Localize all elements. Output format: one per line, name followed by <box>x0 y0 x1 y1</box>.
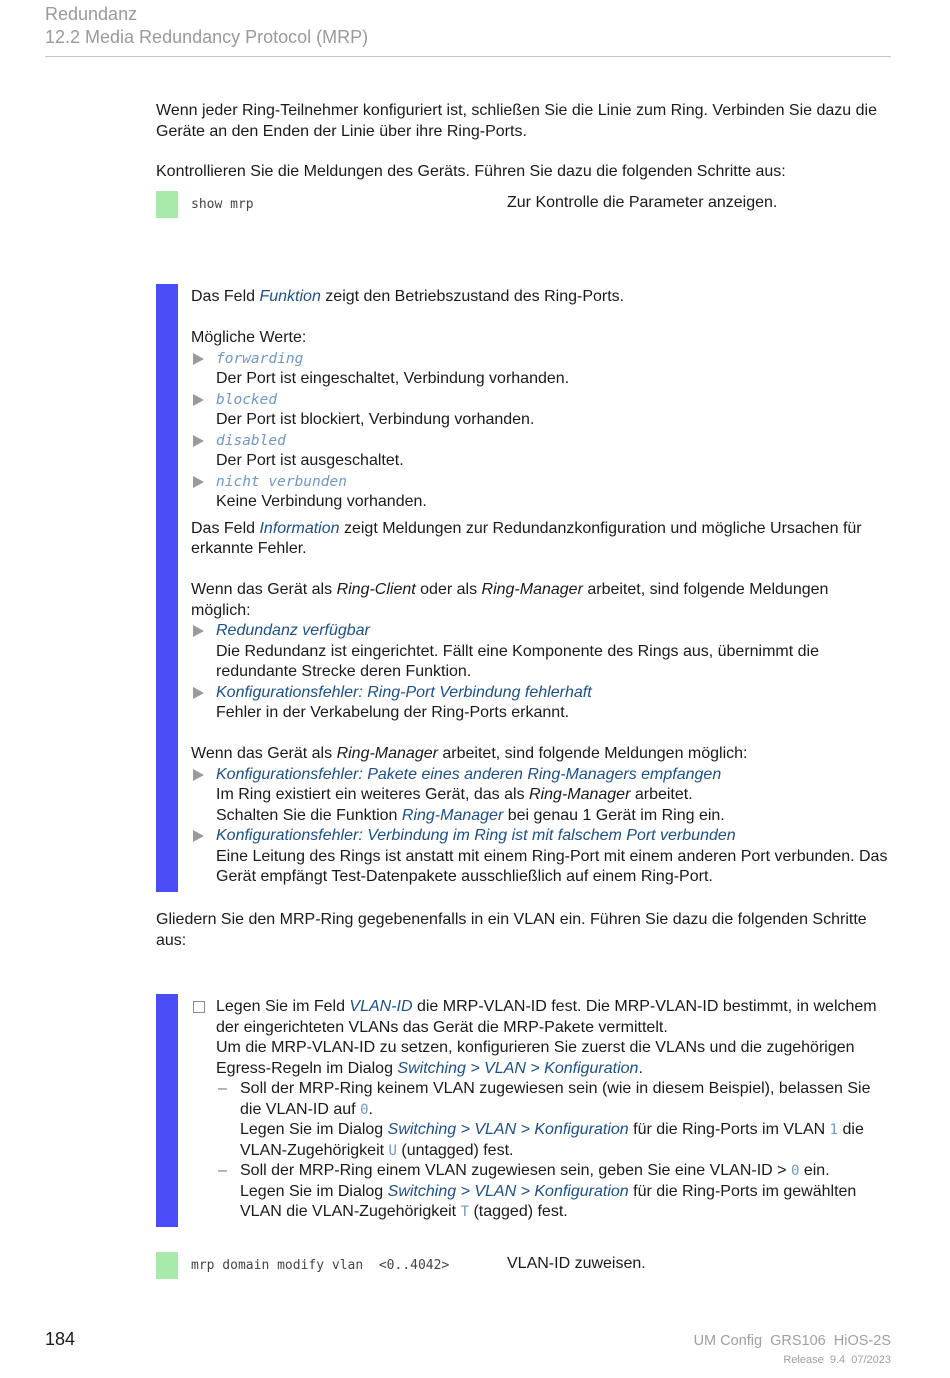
vlan-substep: – Soll der MRP-Ring keinem VLAN zugewiesen sein (wie in diesem Beispiel), belassen Sie die VLAN-ID auf 0. Legen Sie im Dialog Switching > VLAN > Konfiguration für die Ring-Ports im VLAN 1 die VLAN-Zugehörigkeit U (untagged) fest. <box>218 1080 871 1159</box>
bullet-triangle-icon <box>193 476 204 488</box>
command-marker <box>156 1252 178 1279</box>
bullet-triangle-icon <box>193 394 204 406</box>
vlan-step: Legen Sie im Feld VLAN-ID die MRP-VLAN-ID fest. Die MRP-VLAN-ID bestimmt, in welchem der eingerichteten VLANs das Gerät die MRP-Pakete vermittelt. Um die MRP-VLAN-ID zu setzen, konfigurieren Sie zuerst die VLANs und die zugehörigen Egress-Regeln im Dialog Switching > VLAN > Konfiguration. <box>191 997 891 1079</box>
bullet-triangle-icon <box>193 353 204 365</box>
info-block <box>191 287 891 888</box>
funktion-sentence: Das Feld Funktion zeigt den Betriebszustand des Ring-Ports. <box>191 288 625 305</box>
bullet-triangle-icon <box>193 435 204 447</box>
bullet-triangle-icon <box>193 769 204 781</box>
bullet-triangle-icon <box>193 687 204 699</box>
message-item: Redundanz verfügbar Die Redundanz ist eingerichtet. Fällt eine Komponente des Rings aus, übernimmt die redundante Strecke deren Funktion. <box>191 621 891 683</box>
value-item: disabled Der Port ist ausgeschaltet. <box>191 431 891 472</box>
info-block-bar <box>156 284 178 892</box>
command-marker <box>156 191 178 218</box>
client-intro: Wenn das Gerät als Ring-Client oder als Ring-Manager arbeitet, sind folgende Meldungen möglich: <box>191 581 829 619</box>
command-show-mrp: show mrp <box>191 197 254 212</box>
dash-bullet-icon: – <box>218 1080 227 1097</box>
command-mrp-vlan: mrp domain modify vlan <0..4042> <box>191 1258 450 1273</box>
release-info: Release 9.4 07/2023 <box>783 1354 891 1366</box>
section-title: 12.2 Media Redundancy Protocol (MRP) <box>45 27 369 47</box>
vlan-substep: – Soll der MRP-Ring einem VLAN zugewiesen sein, geben Sie eine VLAN-ID > 0 ein. Legen Sie im Dialog Switching > VLAN > Konfiguration für die Ring-Ports im gewählten VLAN die VLAN-Zugehörigkeit T (tagged) fest. <box>218 1162 857 1220</box>
value-item: nicht verbunden Keine Verbindung vorhanden. <box>191 472 891 513</box>
intro-paragraph-1: Wenn jeder Ring-Teilnehmer konfiguriert ist, schließen Sie die Linie zum Ring. Verbinden Sie dazu die Geräte an den Enden der Linie über ihre Ring-Ports. <box>156 102 877 140</box>
bullet-triangle-icon <box>193 625 204 637</box>
intro-paragraph-2: Kontrollieren Sie die Meldungen des Geräts. Führen Sie dazu die folgenden Schritte aus: <box>156 163 786 180</box>
dash-bullet-icon: – <box>218 1162 227 1179</box>
value-item: blocked Der Port ist blockiert, Verbindung vorhanden. <box>191 390 891 431</box>
field-funktion: Funktion <box>259 288 321 305</box>
field-information: Information <box>259 519 340 537</box>
dialog-path: Switching > VLAN > Konfiguration <box>387 1121 629 1138</box>
dialog-path: Switching > VLAN > Konfiguration <box>397 1059 639 1077</box>
bullet-triangle-icon <box>193 830 204 842</box>
value-item: forwarding Der Port ist eingeschaltet, Verbindung vorhanden. <box>191 349 891 390</box>
field-vlan-id: VLAN-ID <box>349 998 413 1015</box>
information-sentence: Das Feld Information zeigt Meldungen zur Redundanzkonfiguration und mögliche Ursachen für erkannte Fehler. <box>191 519 862 557</box>
vlan-block <box>191 997 891 1223</box>
values-label: Mögliche Werte: <box>191 329 307 346</box>
checkbox-icon <box>193 1001 205 1013</box>
manager-intro: Wenn das Gerät als Ring-Manager arbeitet, sind folgende Meldungen möglich: <box>191 745 748 762</box>
vlan-block-bar <box>156 994 178 1227</box>
message-item: Konfigurationsfehler: Verbindung im Ring ist mit falschem Port verbunden Eine Leitung des Rings ist anstatt mit einem Ring-Port mit einem anderen Port verbunden. Das Gerät empfängt Test-Datenpakete ausschließlich auf einem Ring-Port. <box>191 826 891 888</box>
message-item: Konfigurationsfehler: Ring-Port Verbindung fehlerhaft Fehler in der Verkabelung der Ring-Ports erkannt. <box>191 683 891 724</box>
page-number: 184 <box>45 1329 76 1349</box>
document-title: UM Config GRS106 HiOS-2S <box>693 1333 891 1349</box>
message-item: Konfigurationsfehler: Pakete eines anderen Ring-Managers empfangen Im Ring existiert ein weiteres Gerät, das als Ring-Manager arbeitet. Schalten Sie die Funktion Ring-Manager bei genau 1 Gerät im Ring ein. <box>191 765 891 827</box>
chapter-title: Redundanz <box>45 4 138 24</box>
dialog-path: Switching > VLAN > Konfiguration <box>387 1182 629 1200</box>
command-description: Zur Kontrolle die Parameter anzeigen. <box>507 194 778 211</box>
command-description: VLAN-ID zuweisen. <box>507 1255 646 1272</box>
header-divider <box>45 56 891 57</box>
vlan-intro: Gliedern Sie den MRP-Ring gegebenenfalls in ein VLAN ein. Führen Sie dazu die folgenden Schritte aus: <box>156 911 867 949</box>
